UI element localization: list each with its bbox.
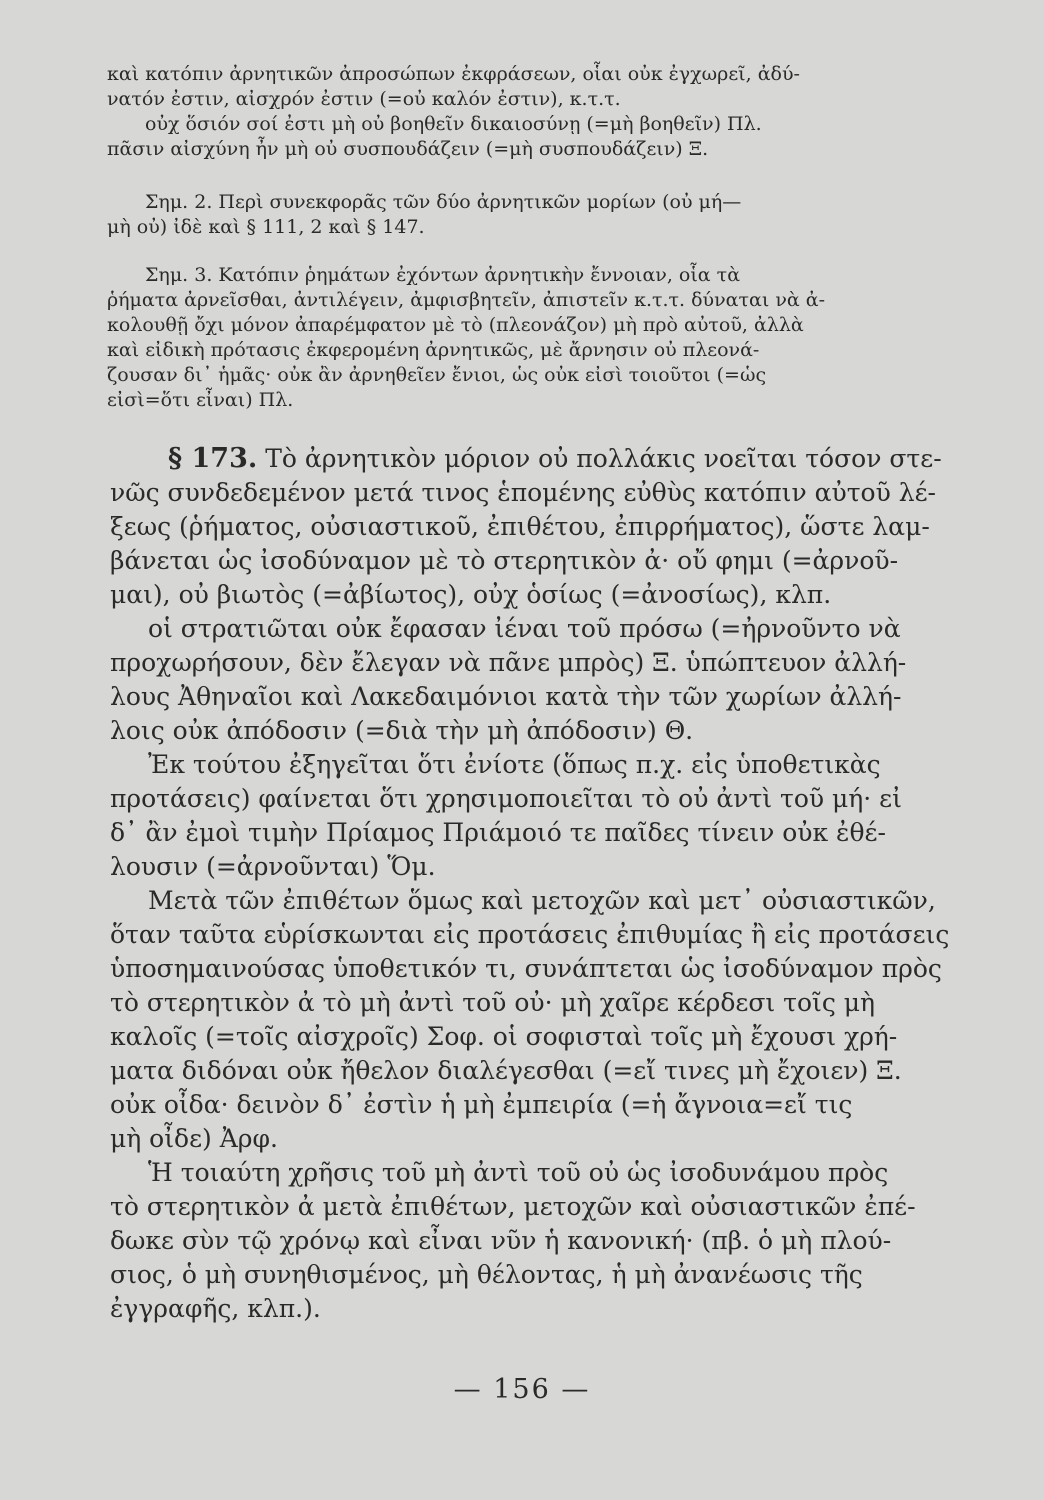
text-line: Ἐκ τούτου ἐξηγεῖται ὅτι ἐνίοτε (ὅπως π.χ. εἰς ὑποθετικὰς [148, 750, 881, 779]
text-line: νατόν ἐστιν, αἰσχρόν ἐστιν (=οὐ καλόν ἐστιν), κ.τ.τ. [107, 88, 621, 110]
top-paragraph [107, 62, 965, 162]
text-line: εἰσὶ=ὅτι εἶναι) Πλ. [107, 389, 294, 411]
note-2 [107, 190, 965, 240]
text-line: μὴ οἶδε) Ἀρφ. [110, 1124, 278, 1153]
section-number: § 173. [168, 443, 258, 474]
text-line: Σημ. 3. Κατόπιν ῥημάτων ἐχόντων ἀρνητικὴν ἔννοιαν, οἷα τὰ [145, 264, 741, 286]
text-line: οὐκ οἶδα· δεινὸν δ᾽ ἐστὶν ἡ μὴ ἐμπειρία (=ἡ ἄγνοια=εἴ τις [110, 1090, 853, 1119]
page-number: — 156 — [453, 1374, 591, 1405]
section-173 [110, 442, 978, 1326]
text-line: προτάσεις) φαίνεται ὅτι χρησιμοποιεῖται τὸ οὐ ἀντὶ τοῦ μή· εἰ [110, 784, 902, 813]
text-line: ὑποσημαινούσας ὑποθετικόν τι, συνάπτεται ὡς ἰσοδύναμον πρὸς [110, 954, 942, 983]
text-line: πᾶσιν αἰσχύνη ἦν μὴ οὐ συσπουδάζειν (=μὴ συσπουδάζειν) Ξ. [107, 138, 709, 160]
note-3 [107, 263, 965, 413]
text-line: τὸ στερητικὸν ἀ τὸ μὴ ἀντὶ τοῦ οὐ· μὴ χαῖρε κέρδεσι τοῖς μὴ [110, 988, 876, 1017]
text-line: ζουσαν δι᾽ ἡμᾶς· οὐκ ἂν ἀρνηθεῖεν ἔνιοι, ὡς οὐκ εἰσὶ τοιοῦτοι (=ὡς [107, 364, 767, 386]
text-line: ξεως (ῥήματος, οὐσιαστικοῦ, ἐπιθέτου, ἐπιρρήματος), ὥστε λαμ- [110, 512, 930, 541]
text-line: οἱ στρατιῶται οὐκ ἔφασαν ἰέναι τοῦ πρόσω (=ἠρνοῦντο νὰ [148, 614, 901, 643]
text-line: καὶ κατόπιν ἀρνητικῶν ἀπροσώπων ἐκφράσεων, οἷαι οὐκ ἐγχωρεῖ, ἀδύ- [107, 63, 800, 85]
text-line: λουσιν (=ἀρνοῦνται) Ὅμ. [110, 852, 436, 881]
text-line-content: Τὸ ἀρνητικὸν μόριον οὐ πολλάκις νοεῖται τόσον στε- [265, 444, 942, 473]
text-line: νῶς συνδεδεμένον μετά τινος ἑπομένης εὐθὺς κατόπιν αὐτοῦ λέ- [110, 478, 936, 507]
text-line: σιος, ὁ μὴ συνηθισμένος, μὴ θέλοντας, ἡ μὴ ἀνανέωσις τῆς [110, 1260, 863, 1289]
text-line: οὐχ ὅσιόν σοί ἐστι μὴ οὐ βοηθεῖν δικαιοσύνῃ (=μὴ βοηθεῖν) Πλ. [145, 113, 762, 135]
text-line: κολουθῇ ὄχι μόνον ἀπαρέμφατον μὲ τὸ (πλεονάζον) μὴ πρὸ αὐτοῦ, ἀλλὰ [107, 314, 804, 336]
text-line: ἐγγραφῆς, κλπ.). [110, 1294, 321, 1323]
text-line: λους Ἀθηναῖοι καὶ Λακεδαιμόνιοι κατὰ τὴν τῶν χωρίων ἀλλή- [110, 682, 902, 711]
text-line: καλοῖς (=τοῖς αἰσχροῖς) Σοφ. οἱ σοφισταὶ τοῖς μὴ ἔχουσι χρή- [110, 1022, 898, 1051]
text-line: τὸ στερητικὸν ἀ μετὰ ἐπιθέτων, μετοχῶν καὶ οὐσιαστικῶν ἐπέ- [110, 1192, 916, 1221]
text-line [110, 442, 978, 476]
text-line: Ἡ τοιαύτη χρῆσις τοῦ μὴ ἀντὶ τοῦ οὐ ὡς ἰσοδυνάμου πρὸς [148, 1158, 889, 1187]
text-line: λοις οὐκ ἀπόδοσιν (=διὰ τὴν μὴ ἀπόδοσιν) Θ. [110, 716, 694, 745]
text-line: καὶ εἰδικὴ πρότασις ἐκφερομένη ἀρνητικῶς, μὲ ἄρνησιν οὐ πλεονά- [107, 339, 760, 361]
text-line: προχωρήσουν, δὲν ἔλεγαν νὰ πᾶνε μπρὸς) Ξ. ὑπώπτευον ἀλλή- [110, 648, 907, 677]
text-line: Σημ. 2. Περὶ συνεκφορᾶς τῶν δύο ἀρνητικῶν μορίων (οὐ μή— [145, 191, 742, 213]
text-line: Μετὰ τῶν ἐπιθέτων ὅμως καὶ μετοχῶν καὶ μετ᾽ οὐσιαστικῶν, [148, 886, 936, 915]
text-line: ῥήματα ἀρνεῖσθαι, ἀντιλέγειν, ἀμφισβητεῖν, ἀπιστεῖν κ.τ.τ. δύναται νὰ ἀ- [107, 289, 825, 311]
text-line: μαι), οὐ βιωτὸς (=ἀβίωτος), οὐχ ὁσίως (=ἀνοσίως), κλπ. [110, 580, 832, 609]
text-line: ὅταν ταῦτα εὑρίσκωνται εἰς προτάσεις ἐπιθυμίας ἢ εἰς προτάσεις [110, 920, 950, 949]
text-line: δ᾽ ἂν ἐμοὶ τιμὴν Πρίαμος Πριάμοιό τε παῖδες τίνειν οὐκ ἐθέ- [110, 818, 886, 847]
text-line: βάνεται ὡς ἰσοδύναμον μὲ τὸ στερητικὸν ἀ· οὔ φημι (=ἀρνοῦ- [110, 546, 899, 575]
text-line: ματα διδόναι οὐκ ἤθελον διαλέγεσθαι (=εἴ τινες μὴ ἔχοιεν) Ξ. [110, 1056, 902, 1085]
text-line: δωκε σὺν τῷ χρόνῳ καὶ εἶναι νῦν ἡ κανονική· (πβ. ὁ μὴ πλού- [110, 1226, 892, 1255]
text-line: μὴ οὐ) ἰδὲ καὶ § 111, 2 καὶ § 147. [107, 216, 425, 238]
